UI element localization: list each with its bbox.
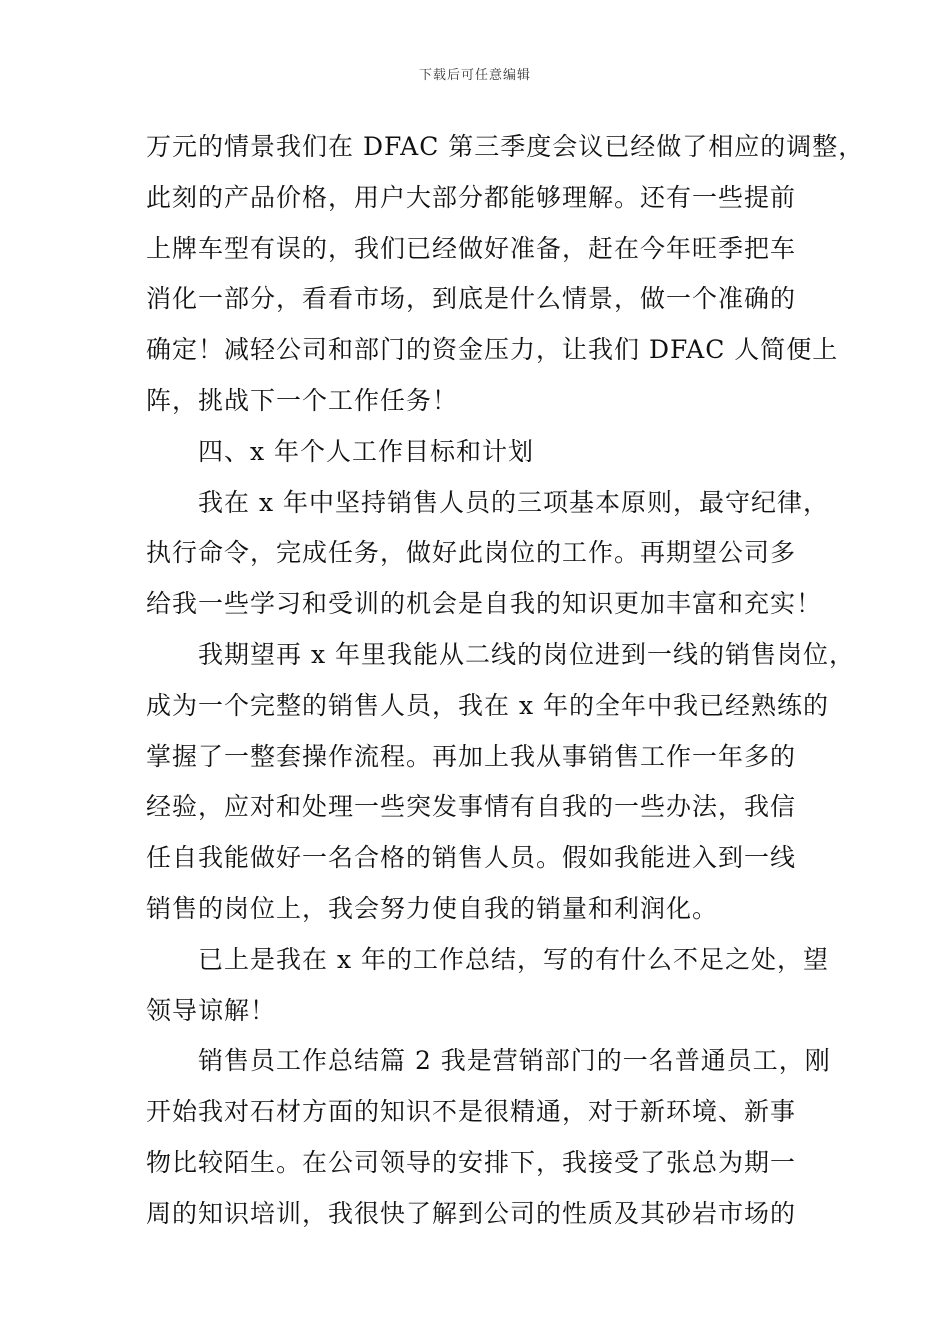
text-line: 周的知识培训，我很快了解到公司的性质及其砂岩市场的 bbox=[146, 1198, 797, 1228]
text-line: 物比较陌生。在公司领导的安排下，我接受了张总为期一 bbox=[146, 1147, 797, 1177]
text-line: 掌握了一整套操作流程。再加上我从事销售工作一年多的 bbox=[146, 741, 797, 771]
paragraph-start-line: 已上是我在 x 年的工作总结，写的有什么不足之处，望 bbox=[198, 944, 829, 974]
text-line: 经验，应对和处理一些突发事情有自我的一些办法，我信 bbox=[146, 792, 797, 822]
document-body bbox=[146, 122, 865, 1240]
section-heading: 四、x 年个人工作目标和计划 bbox=[198, 436, 535, 466]
paragraph-start-line: 我在 x 年中坚持销售人员的三项基本原则，最守纪律， bbox=[198, 487, 829, 517]
paragraph-start-line: 我期望再 x 年里我能从二线的岗位进到一线的销售岗位， bbox=[198, 639, 855, 669]
text-line: 执行命令，完成任务，做好此岗位的工作。再期望公司多 bbox=[146, 538, 797, 568]
text-line: 阵，挑战下一个工作任务！ bbox=[146, 385, 459, 415]
text-line: 上牌车型有误的，我们已经做好准备，赶在今年旺季把车 bbox=[146, 233, 797, 263]
paragraph-start-line: 销售员工作总结篇 2 我是营销部门的一名普通员工，刚 bbox=[198, 1046, 831, 1076]
text-line: 销售的岗位上，我会努力使自我的销量和利润化。 bbox=[146, 893, 719, 923]
text-line: 给我一些学习和受训的机会是自我的知识更加丰富和充实！ bbox=[146, 589, 823, 619]
text-line: 领导谅解！ bbox=[146, 995, 277, 1025]
text-line: 消化一部分，看看市场，到底是什么情景，做一个准确的 bbox=[146, 284, 797, 314]
header-note: 下载后可任意编辑 bbox=[418, 68, 531, 83]
text-line: 万元的情景我们在 DFAC 第三季度会议已经做了相应的调整， bbox=[146, 132, 865, 161]
text-line: 任自我能做好一名合格的销售人员。假如我能进入到一线 bbox=[146, 843, 797, 873]
text-line: 开始我对石材方面的知识不是很精通，对于新环境、新事 bbox=[146, 1097, 797, 1127]
text-line: 确定！减轻公司和部门的资金压力，让我们 DFAC 人简便上 bbox=[146, 335, 839, 365]
text-line: 此刻的产品价格，用户大部分都能够理解。还有一些提前 bbox=[146, 182, 797, 212]
text-line: 成为一个完整的销售人员，我在 x 年的全年中我已经熟练的 bbox=[146, 690, 829, 720]
